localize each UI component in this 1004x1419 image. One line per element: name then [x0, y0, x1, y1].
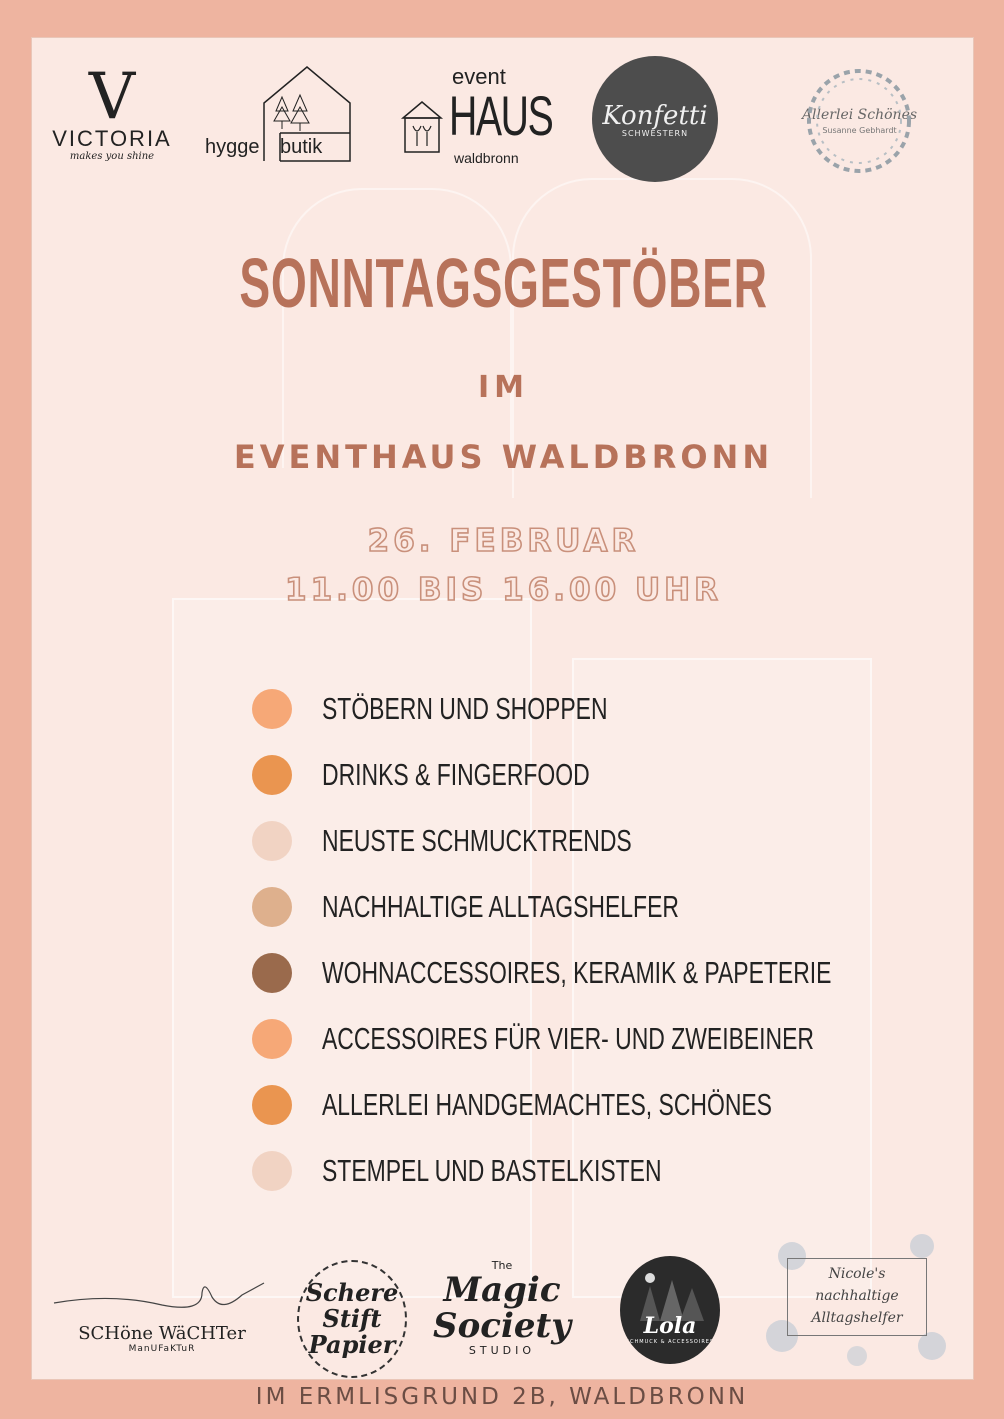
- list-item: [252, 808, 872, 874]
- event-title: SONNTAGSGESTÖBER: [239, 244, 768, 322]
- schere-word: Schere: [305, 1278, 399, 1307]
- victoria-monogram: V: [88, 60, 136, 134]
- stift-word: Stift: [322, 1304, 382, 1333]
- bullet-dot-icon: [252, 953, 292, 993]
- feature-label: ALLERLEI HANDGEMACHTES, SCHÖNES: [322, 1087, 772, 1122]
- konfetti-word: Konfetti: [602, 100, 708, 131]
- allerlei-name: Allerlei Schönes: [801, 107, 918, 123]
- victoria-tagline: makes you shine: [69, 151, 155, 162]
- logo-schere-stift-papier: [297, 1260, 407, 1378]
- list-item: [252, 1072, 872, 1138]
- bullet-dot-icon: [252, 689, 292, 729]
- logo-allerlei-schoenes: [792, 56, 927, 186]
- studio-word: STUDIO: [468, 1344, 536, 1357]
- butik-word: butik: [280, 136, 323, 158]
- schwestern-word: SCHWESTERN: [621, 128, 689, 138]
- logo-konfetti: [592, 56, 718, 182]
- footer-address: IM ERMLISGRUND 2B, WALDBRONN: [255, 1384, 749, 1410]
- list-item: [252, 940, 872, 1006]
- feature-label: WOHNACCESSOIRES, KERAMIK & PAPETERIE: [322, 955, 832, 990]
- waldbronn-word: waldbronn: [454, 150, 519, 166]
- papier-word: Papier: [308, 1330, 396, 1359]
- logo-nicoles-alltagshelfer: [762, 1216, 952, 1376]
- feature-label: STEMPEL UND BASTELKISTEN: [322, 1153, 662, 1188]
- feature-list: [252, 676, 872, 1204]
- lola-word: Lola: [643, 1313, 697, 1339]
- alltagshelfer-word: Alltagshelfer: [811, 1310, 903, 1326]
- magic-the: The: [491, 1259, 513, 1272]
- allerlei-owner: Susanne Gebhardt: [822, 126, 897, 135]
- list-item: [252, 676, 872, 742]
- logo-victoria: [42, 60, 182, 170]
- list-item: [252, 1006, 872, 1072]
- feature-label: STÖBERN UND SHOPPEN: [322, 691, 608, 726]
- bullet-dot-icon: [252, 821, 292, 861]
- lola-sub: SCHMUCK & ACCESSOIRES: [625, 1339, 715, 1345]
- list-item: [252, 874, 872, 940]
- poster-panel: [31, 37, 974, 1380]
- list-item: [252, 742, 872, 808]
- hygge-word: hygge: [205, 136, 260, 158]
- nachhaltige-word: nachhaltige: [815, 1288, 899, 1304]
- bag-handle-decoration: [282, 188, 512, 468]
- victoria-name: VICTORIA: [52, 126, 172, 151]
- bullet-dot-icon: [252, 755, 292, 795]
- bullet-dot-icon: [252, 1019, 292, 1059]
- glasses-icon: [397, 98, 447, 158]
- list-item: [252, 1138, 872, 1204]
- feature-label: NACHHALTIGE ALLTAGSHELFER: [322, 889, 679, 924]
- event-preposition: IM: [477, 370, 529, 405]
- heartbeat-line-icon: [52, 1273, 272, 1333]
- event-time: 11.00 BIS 16.00 UHR: [285, 572, 722, 608]
- feature-label: NEUSTE SCHMUCKTRENDS: [322, 823, 632, 858]
- bullet-dot-icon: [252, 887, 292, 927]
- bullet-dot-icon: [252, 1151, 292, 1191]
- feature-label: ACCESSOIRES FÜR VIER- UND ZWEIBEINER: [322, 1021, 814, 1056]
- event-date: 26. FEBRUAR: [367, 523, 640, 559]
- society-word: Society: [433, 1306, 571, 1346]
- logo-eventhaus: [397, 58, 553, 168]
- event-location: EVENTHAUS WALDBRONN: [233, 438, 774, 476]
- bullet-dot-icon: [252, 1085, 292, 1125]
- logo-magic-society: [432, 1253, 572, 1363]
- schoene-waechter-sub: ManUFaKTuR: [128, 1343, 196, 1354]
- nicole-word: Nicole's: [828, 1266, 886, 1282]
- magic-word: Magic: [443, 1270, 561, 1310]
- wreath-icon: [792, 56, 927, 186]
- event-word: event: [452, 64, 506, 89]
- logo-hygge-butik: [202, 63, 362, 168]
- schoene-waechter-name: SCHöne WäCHTer: [78, 1322, 246, 1344]
- logo-schoene-waechter: [52, 1263, 272, 1373]
- logo-lola: [620, 1256, 720, 1364]
- haus-word: HAUS: [449, 84, 553, 147]
- feature-label: DRINKS & FINGERFOOD: [322, 757, 590, 792]
